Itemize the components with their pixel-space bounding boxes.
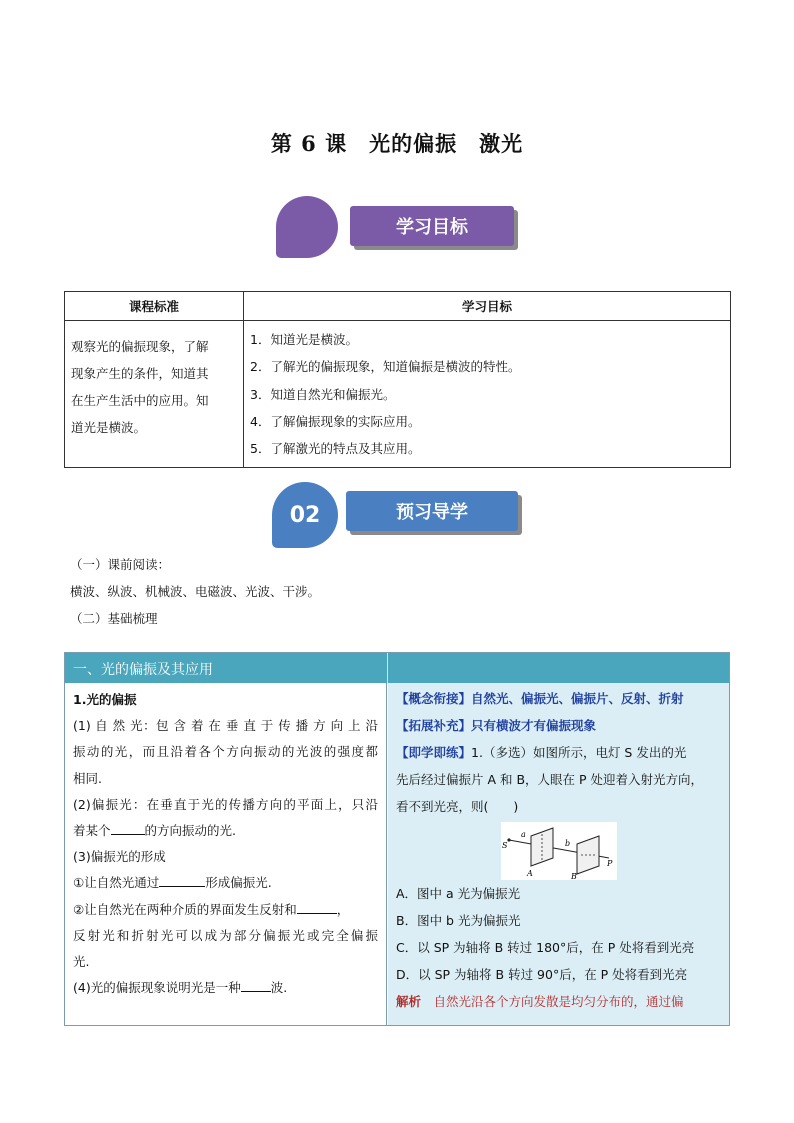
question-text: 1.（多选）如图所示，电灯 S 发出的光 [471,745,687,760]
label-a-light: a [521,830,526,839]
text-fragment: 形成偏振光. [205,875,272,891]
knowledge-table [64,652,730,1026]
extension-note [396,712,723,739]
exercise-question [396,739,723,766]
option-a: A．图中 a 光为偏振光 [396,886,521,901]
goals-header-goal: 学习目标 [244,292,731,321]
fill-blank[interactable] [241,977,271,992]
text-fragment: ②让自然光在两种介质的界面发生反射和 [73,901,297,917]
text-line: 相同. [73,770,102,786]
text-line [73,897,378,923]
goal-item: 5．了解激光的特点及其应用。 [250,441,421,457]
text-line: (2)偏振光：在垂直于光的传播方向的平面上，只沿 [73,796,378,812]
text-fragment: ①让自然光通过 [73,875,160,891]
banner-circle [276,196,338,258]
text-line [73,975,378,1001]
text-fragment: (4)光的偏振现象说明光是一种 [73,980,241,996]
section-banner-preview [272,482,524,548]
banner-circle [272,482,338,548]
course-standard [65,321,244,468]
knowledge-right-column [388,683,729,1025]
label-b-light: b [565,839,571,848]
text-line [73,818,378,844]
goals-list [244,321,731,468]
lamp-s [507,838,510,841]
label-p: P [607,859,613,868]
analysis-text: 自然光沿各个方向发散是均匀分布的，通过偏 [421,994,684,1009]
topic-heading: 1.光的偏振 [73,692,137,707]
text-line: 反射光和折射光可以成为部分偏振光或完全偏振 [73,927,378,943]
text-fragment: ， [336,901,350,917]
goal-item: 4．了解偏振现象的实际应用。 [250,413,421,429]
fill-blank[interactable] [159,872,205,887]
knowledge-header-title: 一、光的偏振及其应用 [73,662,213,678]
fill-blank[interactable] [111,820,145,835]
analysis-tag: 解析 [396,994,422,1009]
banner-label: 预习导学 [346,491,518,531]
polarizer-figure [501,822,617,880]
knowledge-header [65,653,729,683]
text-line: 光. [73,954,90,970]
text-line: (1) 自 然 光：包 含 着 在 垂 直 于 传 播 方 向 上 沿 [73,718,378,734]
page-title: 第 6 课 光的偏振 激光 [270,131,524,156]
header-divider [387,653,388,683]
question-line: 先后经过偏振片 A 和 B，人眼在 P 处迎着入射光方向， [396,772,704,787]
text-line [73,870,378,896]
text-fragment: 着某个 [73,823,111,839]
concept-tag: 【概念衔接】 [396,691,472,706]
goals-header-standard: 课程标准 [65,292,244,321]
standard-line: 观察光的偏振现象，了解 [71,339,209,354]
section-banner-goals [276,196,521,260]
concept-text: 自然光、偏振光、偏振片、反射、折射 [471,691,684,706]
reading-heading-2: （二）基础梳理 [70,611,158,626]
fill-blank[interactable] [297,899,337,914]
standard-line: 在生产生活中的应用。知 [71,393,209,408]
standard-line: 道光是横波。 [71,420,147,435]
banner-number: 02 [289,502,321,528]
text-fragment: 波. [270,980,288,996]
question-line: 看不到光亮，则( ) [396,799,519,814]
option-d: D．以 SP 为轴将 B 转过 90°后，在 P 处将看到光亮 [396,967,688,982]
goal-item: 1．知道光是横波。 [250,332,358,347]
concept-link [396,685,723,712]
extension-text: 只有横波才有偏振现象 [471,718,597,733]
banner-label: 学习目标 [350,206,514,246]
extension-tag: 【拓展补充】 [396,718,472,733]
reading-heading: （一）课前阅读： [70,557,171,572]
label-polarizer-a: A [527,869,533,878]
text-fragment: 的方向振动的光. [144,823,236,839]
goal-item: 3．知道自然光和偏振光。 [250,386,396,402]
option-c: C．以 SP 为轴将 B 转过 180°后，在 P 处将看到光亮 [396,940,695,955]
label-s: S [502,841,508,850]
standard-line: 现象产生的条件，知道其 [71,366,209,381]
goal-item: 2．了解光的偏振现象，知道偏振是横波的特性。 [250,359,521,375]
exercise-tag: 【即学即练】 [396,745,472,760]
figure-background [501,822,617,880]
label-polarizer-b: B [571,872,577,880]
knowledge-left-column [65,683,387,1025]
reading-text: 横波、纵波、机械波、电磁波、光波、干涉。 [70,584,321,599]
option-b: B．图中 b 光为偏振光 [396,913,521,928]
analysis [396,988,723,1015]
text-line: (3)偏振光的形成 [73,849,166,865]
goals-table [64,291,731,468]
text-line: 振动的光，而且沿着各个方向振动的光波的强度都 [73,744,378,760]
